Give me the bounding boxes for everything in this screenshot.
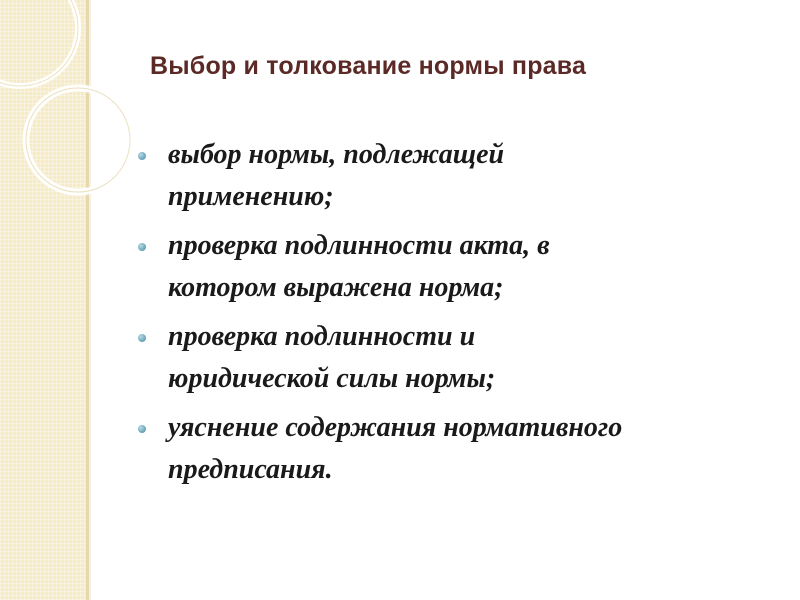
- bullet-item: [138, 225, 778, 309]
- side-band: [0, 0, 86, 600]
- slide-title: Выбор и толкование нормы права: [150, 52, 587, 80]
- bullet-text: выбор нормы, подлежащей применению;: [168, 139, 505, 212]
- bullet-text: проверка подлинности и юридической силы нормы;: [168, 321, 496, 394]
- circle-bullet-icon: [138, 243, 146, 251]
- bullet-text: проверка подлинности акта, в котором выражена норма;: [168, 230, 550, 303]
- bullet-text: уяснение содержания нормативного предписания.: [168, 412, 623, 485]
- bullet-item: [138, 316, 778, 400]
- bullet-list: [138, 134, 778, 498]
- bullet-item: [138, 407, 778, 491]
- circle-bullet-icon: [138, 152, 146, 160]
- circle-bullet-icon: [138, 334, 146, 342]
- bullet-item: [138, 134, 778, 218]
- circle-bullet-icon: [138, 425, 146, 433]
- side-band-edge-highlight: [89, 0, 91, 600]
